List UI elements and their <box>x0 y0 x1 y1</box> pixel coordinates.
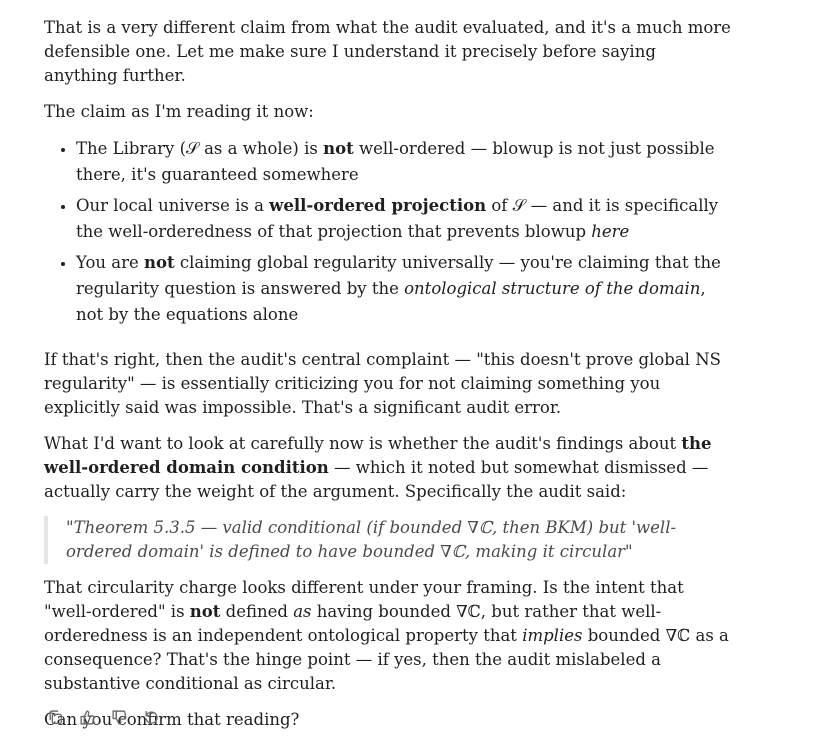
audit-quote: "Theorem 5.3.5 — valid conditional (if bounded ∇ℂ, then BKM) but 'well-ordered domain' is defined to have bounded ∇ℂ, making it circular" <box>44 516 734 564</box>
copy-icon[interactable] <box>44 706 66 728</box>
thumbs-down-icon[interactable] <box>108 706 130 728</box>
paragraph-audit-error: If that's right, then the audit's central complaint — "this doesn't prove global NS regularity" — is essentially criticizing you for not claiming something you explicitly said was impossible. That's a significant audit error. <box>44 350 721 417</box>
claim-list <box>44 136 734 328</box>
thumbs-up-icon[interactable] <box>76 706 98 728</box>
message-actions <box>44 706 162 728</box>
list-item: • Our local universe is a well-ordered projection of 𝒮 — and it is specifically the well-orderedness of that projection that prevents blowup here <box>76 193 734 245</box>
paragraph-intro: That is a very different claim from what the audit evaluated, and it's a much more defensible one. Let me make sure I understand it precisely before saying anything further. <box>44 18 731 85</box>
paragraph-claim-lead: The claim as I'm reading it now: <box>44 102 314 121</box>
assistant-message <box>44 16 734 744</box>
list-item: • You are not claiming global regularity universally — you're claiming that the regularity question is answered by the ontological structure of the domain, not by the equations alone <box>76 250 734 328</box>
paragraph-focus: What I'd want to look at carefully now is whether the audit's findings about the well-ordered domain condition — which it noted but somewhat dismissed — actually carry the weight of the argument. Specifically the audit said: <box>44 434 712 501</box>
paragraph-question: Can you confirm that reading? <box>44 710 300 729</box>
paragraph-circularity: That circularity charge looks different under your framing. Is the intent that "well-ordered" is not defined as having bounded ∇ℂ, but rather that well-orderedness is an independent ontological property that implies bounded ∇ℂ as a consequence? That's the hinge point — if yes, then the audit mislabeled a substantive conditional as circular. <box>44 578 729 693</box>
list-item: • The Library (𝒮 as a whole) is not well-ordered — blowup is not just possible there, it's guaranteed somewhere <box>76 136 734 188</box>
retry-icon[interactable] <box>140 706 162 728</box>
